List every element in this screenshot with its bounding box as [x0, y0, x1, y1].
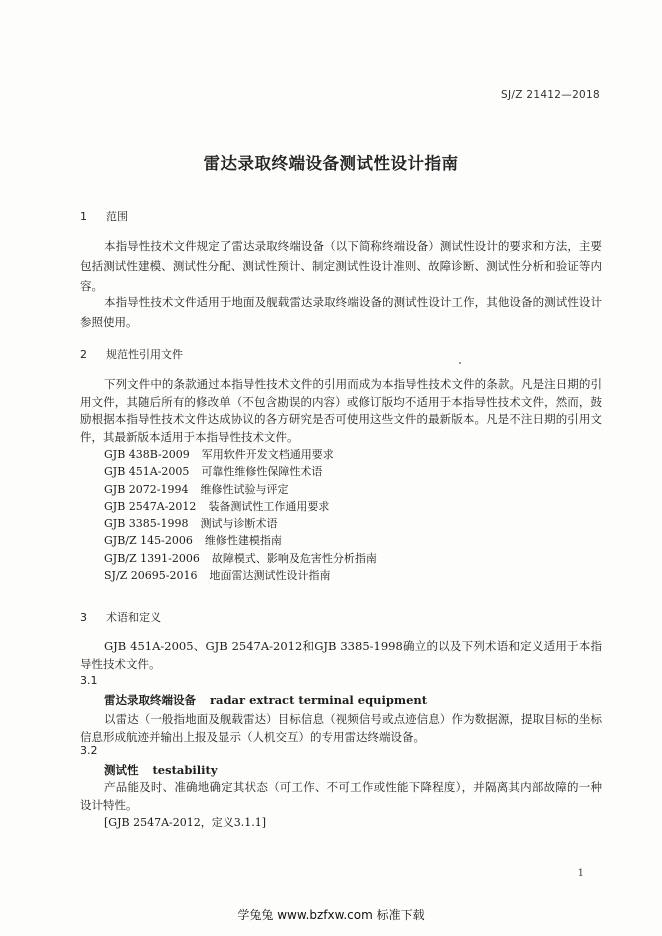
section-title: 术语和定义	[106, 611, 161, 624]
term-english: testability	[152, 763, 218, 777]
reference-item	[104, 463, 377, 480]
section-number: 3	[80, 611, 87, 624]
scope-paragraph-2: 本指导性技术文件适用于地面及舰载雷达录取终端设备的测试性设计工作，其他设备的测试性设计参照使用。	[80, 295, 602, 329]
reference-item	[104, 532, 377, 549]
term-reference: [GJB 2547A-2012，定义3.1.1]	[104, 816, 266, 829]
term-number: 3.2	[80, 744, 98, 757]
section-heading-normative-references	[80, 346, 183, 362]
reference-code: SJ/Z 20695-2016	[104, 569, 198, 583]
term-title	[104, 692, 427, 708]
reference-code: GJB 3385-1998	[104, 517, 189, 531]
term-number: 3.1	[80, 674, 98, 687]
reference-code: GJB 2072-1994	[104, 482, 189, 496]
document-code: SJ/Z 21412—2018	[501, 89, 600, 101]
reference-name: 装备测试性工作通用要求	[208, 499, 330, 513]
term-english: radar extract terminal equipment	[210, 693, 428, 707]
section-title: 规范性引用文件	[106, 348, 183, 361]
reference-code: GJB 2547A-2012	[104, 499, 197, 513]
footer-watermark: 学兔兔 www.bzfxw.com 标准下载	[237, 908, 425, 922]
section-number: 1	[80, 210, 87, 223]
references-paragraph: 下列文件中的条款通过本指导性技术文件的引用而成为本指导性技术文件的条款。凡是注日期的引用文件，其随后所有的修改单（不包含勘误的内容）或修订版均不适用于本指导性技术文件，然而，鼓励根据本指导性技术文件达成协议的各方研究是否可使用这些文件的最新版本。凡是不注日期的引用文件，其最新版本适用于本指导性技术文件。	[80, 377, 602, 444]
reference-code: GJB/Z 1391-2006	[104, 551, 200, 565]
reference-item	[104, 550, 377, 567]
section-heading-scope	[80, 208, 128, 224]
document-title: 雷达录取终端设备测试性设计指南	[203, 154, 459, 173]
terms-paragraph: GJB 451A-2005、GJB 2547A-2012和GJB 3385-1998确立的以及下列术语和定义适用于本指导性技术文件。	[80, 639, 602, 671]
section-number: 2	[80, 348, 87, 361]
term-definition: 产品能及时、准确地确定其状态（可工作、不可工作或性能下降程度），并隔离其内部故障的一种设计特性。	[80, 780, 602, 812]
reference-item	[104, 481, 377, 498]
reference-name: 地面雷达测试性设计指南	[209, 569, 331, 583]
page-number: 1	[577, 868, 584, 879]
reference-code: GJB 451A-2005	[104, 465, 190, 479]
reference-item	[104, 498, 377, 515]
reference-code: GJB/Z 145-2006	[104, 534, 193, 548]
reference-code: GJB 438B-2009	[104, 448, 190, 461]
reference-name: 测试与诊断术语	[200, 517, 278, 531]
reference-name: 故障模式、影响及危害性分析指南	[211, 551, 377, 565]
reference-name: 军用软件开发文档通用要求	[201, 448, 334, 461]
scope-paragraph-1: 本指导性技术文件规定了雷达录取终端设备（以下简称终端设备）测试性设计的要求和方法，主要包括测试性建模、测试性分配、测试性预计、制定测试性设计准则、故障诊断、测试性分析和验证等内容。	[80, 239, 602, 293]
reference-name: 维修性试验与评定	[200, 482, 289, 496]
term-definition: 以雷达（一般指地面及舰载雷达）目标信息（视频信号或点迹信息）作为数据源，提取目标的坐标信息形成航迹并输出上报及显示（人机交互）的专用雷达终端设备。	[80, 712, 602, 744]
reference-list	[104, 446, 377, 584]
section-heading-terms	[80, 609, 161, 625]
reference-item	[104, 567, 377, 584]
scan-speck	[459, 362, 461, 364]
section-title: 范围	[106, 210, 128, 223]
reference-item	[104, 446, 377, 463]
reference-name: 可靠性维修性保障性术语	[201, 465, 323, 479]
term-chinese: 雷达录取终端设备	[104, 693, 196, 707]
reference-name: 维修性建模指南	[204, 534, 282, 548]
reference-item	[104, 515, 377, 532]
term-chinese: 测试性	[104, 763, 139, 777]
term-title	[104, 762, 218, 778]
